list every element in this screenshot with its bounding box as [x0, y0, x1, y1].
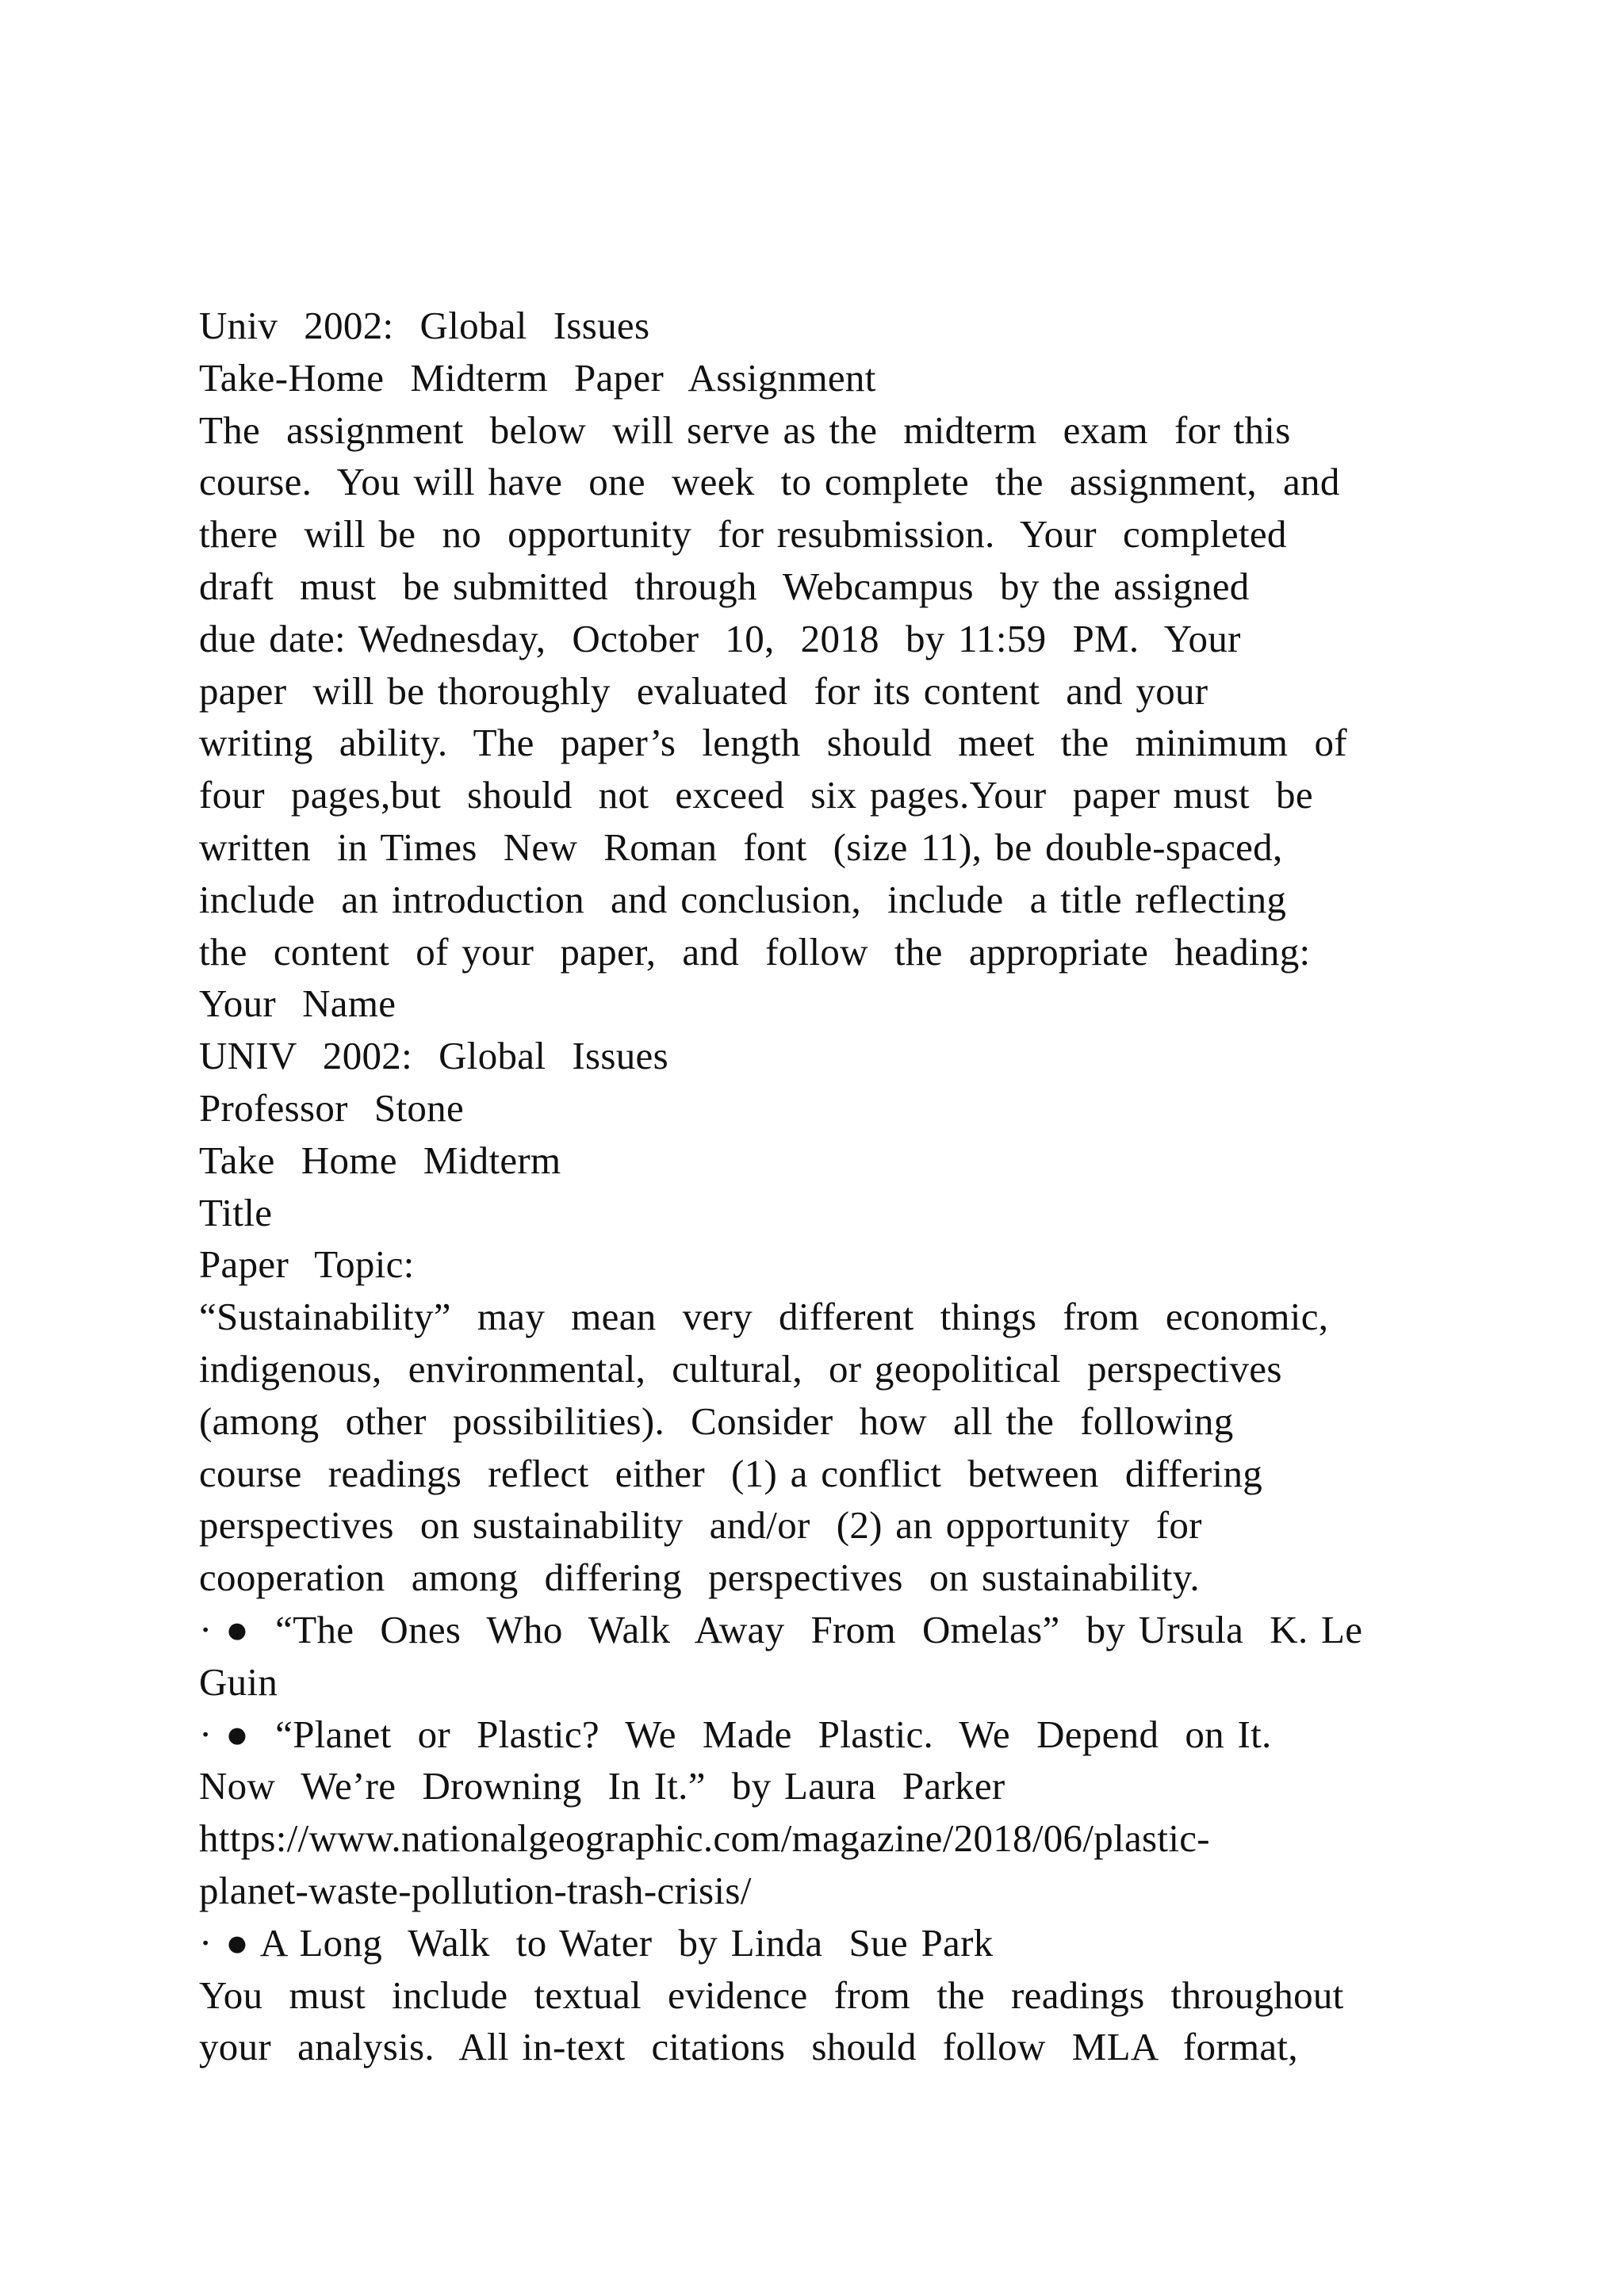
topic-line: (among other possibilities). Consider how all the following	[199, 1399, 1234, 1443]
reading-list-item: · ● A Long Walk to Water by Linda Sue Park	[199, 1920, 994, 1965]
body-line: the content of your paper, and follow the appropriate heading:	[199, 929, 1311, 974]
body-line: written in Times New Roman font (size 11), be double-spaced,	[199, 825, 1283, 869]
body-line: paper will be thoroughly evaluated for its content and your	[199, 668, 1208, 713]
body-line: writing ability. The paper’s length should meet the minimum of	[199, 721, 1347, 765]
heading-title-line: Title	[199, 1190, 273, 1234]
body-line: there will be no opportunity for resubmission. Your completed	[199, 512, 1287, 557]
reading-list-item-continued: Now We’re Drowning In It.” by Laura Parker	[199, 1764, 1005, 1808]
topic-line: cooperation among differing perspectives on sustainability.	[199, 1556, 1200, 1600]
paper-topic-heading: Paper Topic:	[199, 1242, 415, 1287]
heading-professor-line: Professor Stone	[199, 1085, 465, 1130]
topic-line: “Sustainability” may mean very different things from economic,	[199, 1295, 1329, 1339]
heading-exam-line: Take Home Midterm	[199, 1138, 561, 1182]
heading-course-line: UNIV 2002: Global Issues	[199, 1034, 668, 1078]
body-line: draft must be submitted through Webcampus by the assigned	[199, 564, 1250, 608]
body-line: You must include textual evidence from the readings throughout	[199, 1973, 1344, 2017]
heading-name-line: Your Name	[199, 982, 396, 1026]
body-line: your analysis. All in-text citations should follow MLA format,	[199, 2025, 1298, 2069]
reading-list-item: · ● “The Ones Who Walk Away From Omelas” by Ursula K. Le	[199, 1607, 1363, 1651]
due-date-line: due date: Wednesday, October 10, 2018 by 11:59 PM. Your	[199, 616, 1241, 660]
topic-line: indigenous, environmental, cultural, or geopolitical perspectives	[199, 1346, 1282, 1391]
body-line: include an introduction and conclusion, include a title reflecting	[199, 877, 1287, 921]
assignment-title-line: Take-Home Midterm Paper Assignment	[199, 355, 876, 400]
reading-url-line: https://www.nationalgeographic.com/magazine/2018/06/plastic-	[199, 1816, 1210, 1861]
reading-list-item-continued: Guin	[199, 1659, 278, 1704]
body-line: four pages,but should not exceed six pages.Your paper must be	[199, 773, 1313, 817]
topic-line: course readings reflect either (1) a conflict between differing	[199, 1451, 1263, 1495]
course-title-line: Univ 2002: Global Issues	[199, 304, 650, 347]
body-line: course. You will have one week to complete the assignment, and	[199, 460, 1340, 504]
body-line: The assignment below will serve as the midterm exam for this	[199, 408, 1291, 452]
topic-line: perspectives on sustainability and/or (2) an opportunity for	[199, 1503, 1202, 1548]
reading-url-line: planet-waste-pollution-trash-crisis/	[199, 1868, 752, 1912]
assignment-text	[199, 300, 1452, 2073]
reading-list-item: · ● “Planet or Plastic? We Made Plastic. We Depend on It.	[199, 1712, 1272, 1756]
